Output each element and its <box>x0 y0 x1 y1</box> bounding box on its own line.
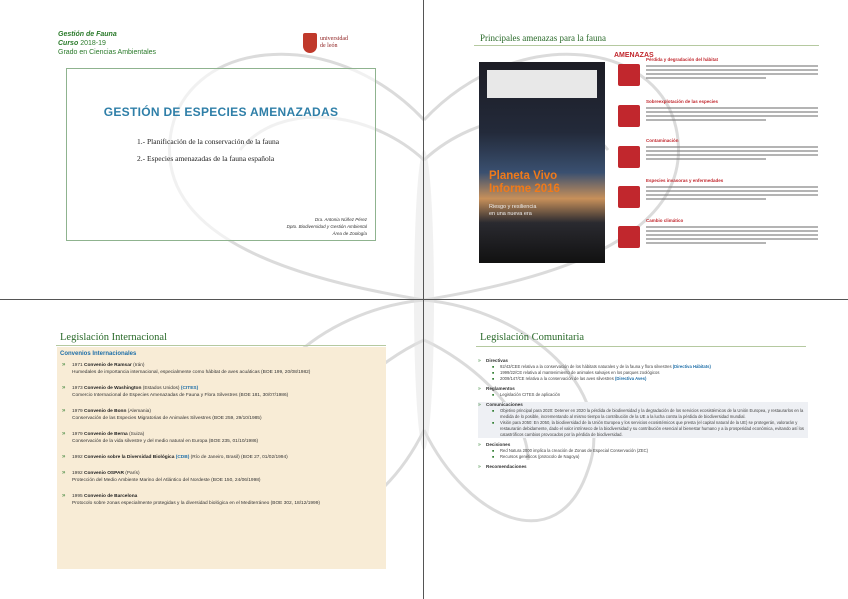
list-item: ■ Objetivo principal para 2020: Detener en 2020 la pérdida de biodiversidad y la degradación de los servicios ecosistémicos de la Unión Europea, y restaurarlos en la medida de lo posible, incrementando al mismo tiempo la contribución de la UE a la lucha contra la pérdida de biodiversidad mundial. <box>490 408 808 420</box>
factory-icon <box>618 146 640 168</box>
slide-title: Legislación Comunitaria <box>480 332 585 343</box>
topic-item: 2.- Especies amenazadas de la fauna española <box>137 154 275 163</box>
list-item: » 1973 Convenio de Washington (Estados Unidos) (CITES) Comercio Internacional de Especies Amenazadas de Fauna y Flora Silvestres (BOE 181, 30/07/1986) <box>62 385 384 408</box>
list-item: ■ 92/43/CEE relativa a la conservación de los hábitats naturales y de la fauna y flora silvestres (Directiva Hábitats) <box>490 364 808 370</box>
convention-list <box>62 362 384 516</box>
logo-text-1: universidad <box>320 36 348 42</box>
author-area: Área de Zoología <box>332 231 367 236</box>
section-reglamentos: » Reglamentos ■ Legislación CITES de aplicación <box>478 386 808 398</box>
list-item: » 1995 Convenio de Barcelona Protocolo sobre zonas especialmente protegidas y la diversidad biológica en el Mediterráneo (BOE 302, 18/12/1999) <box>62 493 384 516</box>
author-name: Dra. Antonia Núñez Pérez <box>314 217 367 222</box>
list-item: ■ Legislación CITES de aplicación <box>490 392 808 398</box>
logo-text-2: de león <box>320 43 338 49</box>
section-subtitle: Convenios Internacionales <box>60 351 137 357</box>
list-item: » 1992 Convenio sobre la Diversidad Biológica (CDB) (Río de Janeiro, Brasil) (BOE 27, 01/02/1994) <box>62 454 384 470</box>
list-item: ■ Red Natura 2000 implica la creación de Zonas de Especial Conservación (ZEC) <box>490 448 808 454</box>
list-item: » 1979 Convenio de Berna (Suiza) Conservación de la vida silvestre y del medio natural en Europa (BOE 235, 01/10/1986) <box>62 431 384 454</box>
crest-icon <box>303 33 317 53</box>
list-item: » 1979 Convenio de Bonn (Alemania) Conservación de las Especies Migratorias de Animales Silvestres (BOE 259, 29/10/1985) <box>62 408 384 431</box>
course-header <box>58 30 156 57</box>
title-rule <box>474 45 819 46</box>
author-block <box>287 216 367 237</box>
fishing-boat-icon <box>618 105 640 127</box>
section-recomendaciones: » Recomendaciones <box>478 464 808 470</box>
threat-item: Pérdida y degradación del hábitat <box>646 57 818 79</box>
section-directivas: » Directivas ■ 92/43/CEE relativa a la conservación de los hábitats naturales y de la fauna y flora silvestres (Directiva Hábitats) ■ 1999/22/CE relativa al mantenimiento de animales salvajes en los parques zoológicos ■ 2009/147/CE relativa a la conservación de las aves silvestres (Directiva Aves) <box>478 358 808 382</box>
slide-title: GESTIÓN DE ESPECIES AMENAZADAS <box>103 105 339 119</box>
threat-item: Contaminación <box>646 138 818 160</box>
degree-name: Grado en Ciencias Ambientales <box>58 49 157 56</box>
slide-title: Principales amenazas para la fauna <box>480 33 606 43</box>
report-cover-image <box>479 62 605 263</box>
cover-title-1: Planeta Vivo <box>489 170 558 182</box>
university-logo <box>303 33 363 55</box>
horizontal-divider <box>0 299 848 300</box>
threat-item: Cambio climático <box>646 218 818 244</box>
threats-panel <box>614 52 819 266</box>
excavator-icon <box>618 64 640 86</box>
cover-logos <box>487 70 597 98</box>
course-name: Gestión de Fauna <box>58 31 117 38</box>
list-item: ■ 1999/22/CE relativa al mantenimiento de animales salvajes en los parques zoológicos <box>490 370 808 376</box>
rabbit-icon <box>618 186 640 208</box>
threat-item: Sobreexplotación de las especies <box>646 99 818 121</box>
title-box <box>66 68 376 241</box>
title-rule <box>476 346 806 347</box>
topic-item: 1.- Planificación de la conservación de la fauna <box>137 137 280 146</box>
year-label: Curso <box>58 40 79 47</box>
list-item: » 1971 Convenio de Ramsar (Irán) Humedales de importancia internacional, especialmente como hábitat de aves acuáticas (BOE 199, 20/08/1982) <box>62 362 384 385</box>
cover-sub-2: en una nueva era <box>489 211 532 217</box>
cover-sub-1: Riesgo y resiliencia <box>489 204 537 210</box>
topic-list <box>137 133 279 167</box>
course-year: 2018-19 <box>80 40 106 47</box>
slide-title: Legislación Internacional <box>60 332 167 343</box>
climate-globe-icon <box>618 226 640 248</box>
threats-label: AMENAZAS <box>614 52 654 59</box>
list-item: ■ Recursos genéticos (protocolo de Nagoya) <box>490 454 808 460</box>
list-item: ■ 2009/147/CE relativa a la conservación de las aves silvestres (Directiva Aves) <box>490 376 808 382</box>
threat-item: Especies invasoras y enfermedades <box>646 178 818 200</box>
legislation-body <box>478 358 808 474</box>
title-rule <box>56 345 386 346</box>
author-dept: Dpto. Biodiversidad y Gestión Ambiental <box>286 224 367 229</box>
list-item: ■ Visión para 2050: En 2050, la biodiversidad de la Unión Europea y los servicios ecosistémicos que presta (el capital natural de la UE) se protegerán, valorarán y restaurarán debidamente, dado el valor intrínseco de la biodiversidad y su contribución esencial al bienestar humano y a la prosperidad económica, evitando así los catastróficos cambios provocados por la pérdida de biodiversidad. <box>490 420 808 438</box>
section-decisiones: » Decisiones ■ Red Natura 2000 implica la creación de Zonas de Especial Conservación (ZEC) ■ Recursos genéticos (protocolo de Nagoya) <box>478 442 808 460</box>
list-item: » 1992 Convenio OSPAR (París) Protección del Medio Ambiente Marino del Atlántico del Nordeste (BOE 150, 24/06/1998) <box>62 470 384 493</box>
section-comunicaciones: » Comunicaciones ■ Objetivo principal para 2020: Detener en 2020 la pérdida de biodiversidad y la degradación de los servicios ecosistémicos de la Unión Europea, y restaurarlos en la medida de lo posible, incrementando al mismo tiempo la contribución de la UE a la lucha contra la pérdida de biodiversidad mundial. ■ Visión para 2050: En 2050, la biodiversidad de la Unión Europea y los servicios ecosistémicos que presta (el capital natural de la UE) se protegerán, valorarán y restaurarán debidamente, dado el valor intrínseco de la biodiversidad y su contribución esencial al bienestar humano y a la prosperidad económica, evitando así los catastróficos cambios provocados por la pérdida de biodiversidad. <box>478 402 808 438</box>
cover-title-2: Informe 2016 <box>489 183 560 195</box>
